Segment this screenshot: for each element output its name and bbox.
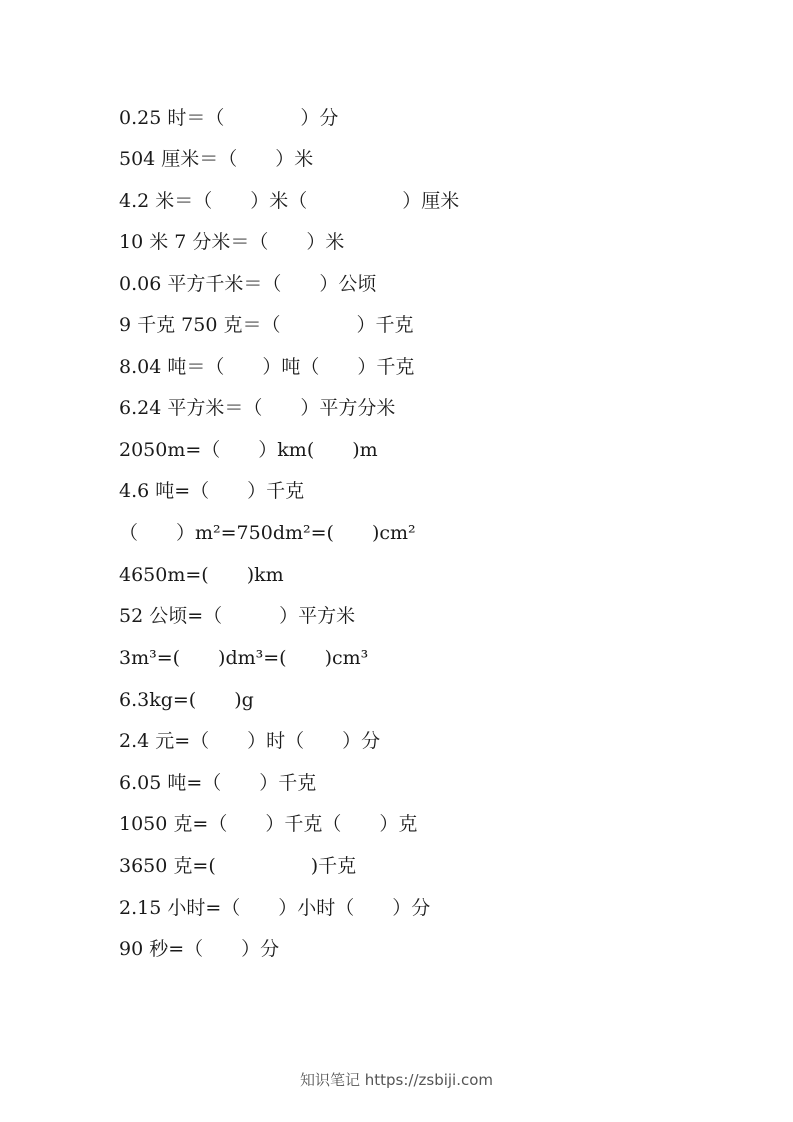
problem-line: 3650 克=( )千克 <box>119 855 357 877</box>
problem-line: 10 米 7 分米＝（ ）米 <box>119 231 345 253</box>
problem-line: 6.3kg=( )g <box>119 689 254 711</box>
problem-line: 3m³=( )dm³=( )cm³ <box>119 647 369 669</box>
problem-line: 2050m=（ ）km( )m <box>119 439 378 461</box>
problem-line: 9 千克 750 克＝（ ）千克 <box>119 314 414 336</box>
problem-line: 90 秒=（ ）分 <box>119 938 280 960</box>
problem-line: （ ）m²=750dm²=( )cm² <box>119 522 416 544</box>
footer-watermark: 知识笔记 https://zsbiji.com <box>299 1071 494 1089</box>
problem-line: 52 公顷=（ ）平方米 <box>119 605 356 627</box>
problem-line: 0.06 平方千米＝（ ）公顷 <box>119 273 377 295</box>
problem-line: 4650m=( )km <box>119 564 284 586</box>
problem-line: 6.05 吨=（ ）千克 <box>119 772 317 794</box>
problem-line: 4.6 吨=（ ）千克 <box>119 480 305 502</box>
problem-line: 0.25 时＝（ ）分 <box>119 107 339 129</box>
problem-line: 2.4 元=（ ）时（ ）分 <box>119 730 381 752</box>
problem-line: 4.2 米＝（ ）米（ ）厘米 <box>119 190 460 212</box>
problem-line: 6.24 平方米＝（ ）平方分米 <box>119 397 396 419</box>
problem-line: 8.04 吨＝（ ）吨（ ）千克 <box>119 356 415 378</box>
problem-line: 2.15 小时=（ ）小时（ ）分 <box>119 897 431 919</box>
problem-line: 1050 克=（ ）千克（ ）克 <box>119 813 418 835</box>
problem-line: 504 厘米＝（ ）米 <box>119 148 314 170</box>
